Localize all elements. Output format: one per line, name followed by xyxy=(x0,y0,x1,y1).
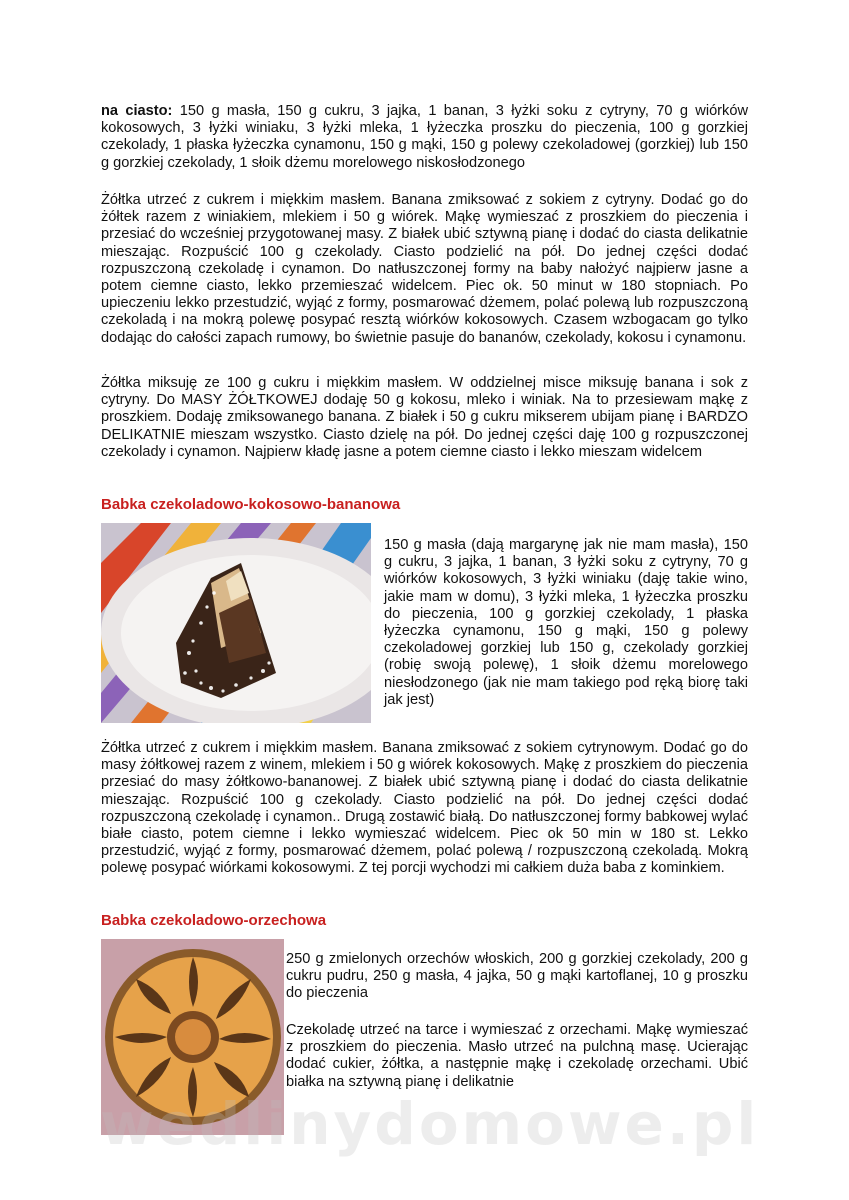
chocolate-nut-cake-photo xyxy=(101,939,284,1135)
intro-method-2: Żółtka miksuję ze 100 g cukru i miękkim masłem. W oddzielnej misce miksuję banana i sok z cytryny. Do MASY ŻÓŁTKOWEJ dodaję 50 g kokosu, mleko i winiak. Na to przesiewam mąkę z proszkiem. Dodaję zmiksowanego banana. Z białek i 50 g cukru mikserem ubijam pianę i BARDZO DELIKATNIE mieszam wszystko. Ciasto dzielę na pół. Do jednej części daję 100 g rozpuszczonej czekolady i cynamon. Najpierw kładę jasne a potem ciemne ciasto i lekko mieszam widelcem xyxy=(101,375,748,460)
recipe-1-title: Babka czekoladowo-kokosowo-bananowa xyxy=(101,496,401,513)
chocolate-coconut-banana-cake-photo xyxy=(101,523,371,723)
ingredients-label: na ciasto: xyxy=(101,103,173,119)
cake-slice-image xyxy=(101,523,371,723)
recipe-2-title: Babka czekoladowo-orzechowa xyxy=(101,912,327,929)
watermark: wedlinydomowe.pl xyxy=(100,1090,760,1158)
intro-method-1: Żółtka utrzeć z cukrem i miękkim masłem. Banana zmiksować z sokiem z cytryny. Dodać go do żółtek razem z winiakiem, mlekiem i 50 g wiórek. Mąkę wymieszać z proszkiem do pieczenia i przesiać do wcześniej przygotowanej masy. Z białek ubić sztywną pianę i dodać do ciasta delikatnie mieszając. Rozpuścić 100 g czekolady. Ciasto podzielić na pół. Do jednej części dodać rozpuszczoną czekoladę i cynamon. Do natłuszczonej formy na baby nałożyć najpierw jasne a potem ciemne ciasto, lekko przemieszać widelcem. Piec ok. 50 minut w 180 stopniach. Po upieczeniu lekko przestudzić, wyjąć z formy, posmarować dżemem, polać polewą lub rozpuszczoną czekoladą i na mokrą polewę posypać resztą wiórków kokosowych. Czasem wzbogacam go tylko dodając do całości zapach rumowy, bo świetnie pasuje do bananów, czekolady, kokosu i cynamonu. xyxy=(101,192,748,346)
recipe-2-method: Czekoladę utrzeć na tarce i wymieszać z orzechami. Mąkę wymieszać z proszkiem do pieczenia. Masło utrzeć na pulchną masę. Ucierając dodać cukier, żółtka, a następnie mąkę i czekoladę orzechami. Ubić białka na sztywną pianę i delikatnie xyxy=(286,1022,748,1090)
recipe-1-ingredients: 150 g masła (dają margarynę jak nie mam masła), 150 g cukru, 3 jajka, 1 banan, 3 łyżki soku z cytryny, 70 g wiórków kokosowych, 3 łyżki winiaku (daję takie wino, jakie mam w domu), 3 łyżki mleka, 1 łyżeczka proszku do pieczenia, 100 g gorzkiej czekolady, 1 płaska łyżeczka cynamonu, 150 g mąki, 150 g polewy czekoladowej gorzkiej lub 150 g, czekolady gorzkiej (robię swoją polewę), 1 słoik dżemu morelowego niesłodzonego (jak nie mam takiego pod ręką biorę taki jak jest) xyxy=(384,537,748,708)
bundt-cake-image xyxy=(101,939,284,1135)
recipe-2-ingredients: 250 g zmielonych orzechów włoskich, 200 g gorzkiej czekolady, 200 g cukru pudru, 250 g masła, 4 jajka, 50 g mąki kartoflanej, 10 g proszku do pieczenia xyxy=(286,951,748,1002)
intro-ingredients xyxy=(101,103,748,172)
ingredients-text: 150 g masła, 150 g cukru, 3 jajka, 1 banan, 3 łyżki soku z cytryny, 70 g wiórków kokosowych, 3 łyżki winiaku, 3 łyżki mleka, 1 łyżeczka proszku do pieczenia, 100 g gorzkiej czekolady, 1 płaska łyżeczka cynamonu, 150 g mąki, 150 g polewy czekoladowej (gorzkiej) lub 150 g gorzkiej czekolady, 1 słoik dżemu morelowego niskosłodzonego xyxy=(101,103,748,171)
recipe-1-method: Żółtka utrzeć z cukrem i miękkim masłem. Banana zmiksować z sokiem cytrynowym. Dodać go do masy żółtkowej razem z winem, mlekiem i 50 g wiórek kokosowych. Mąkę z proszkiem do pieczenia przesiać do masy żółtkowo-bananowej. Z białek ubić sztywną pianę i dodać do ciasta delikatnie mieszając. Rozpuścić 100 g czekolady. Ciasto podzielić na pół. Do jednej części dodać rozpuszczoną czekoladę i cynamon.. Drugą zostawić białą. Do natłuszczonej formy babkowej wylać białe ciasto, potem ciemne i lekko wymieszać widelcem. Piec ok 50 min w 180 st. Lekko przestudzić, wyjąć z formy, posmarować dżemem, polać polewą / rozpuszczoną czekoladą. Mokrą polewę posypać wiórkami kokosowymi. Z tej porcji wychodzi mi całkiem duża baba z kominkiem. xyxy=(101,740,748,877)
